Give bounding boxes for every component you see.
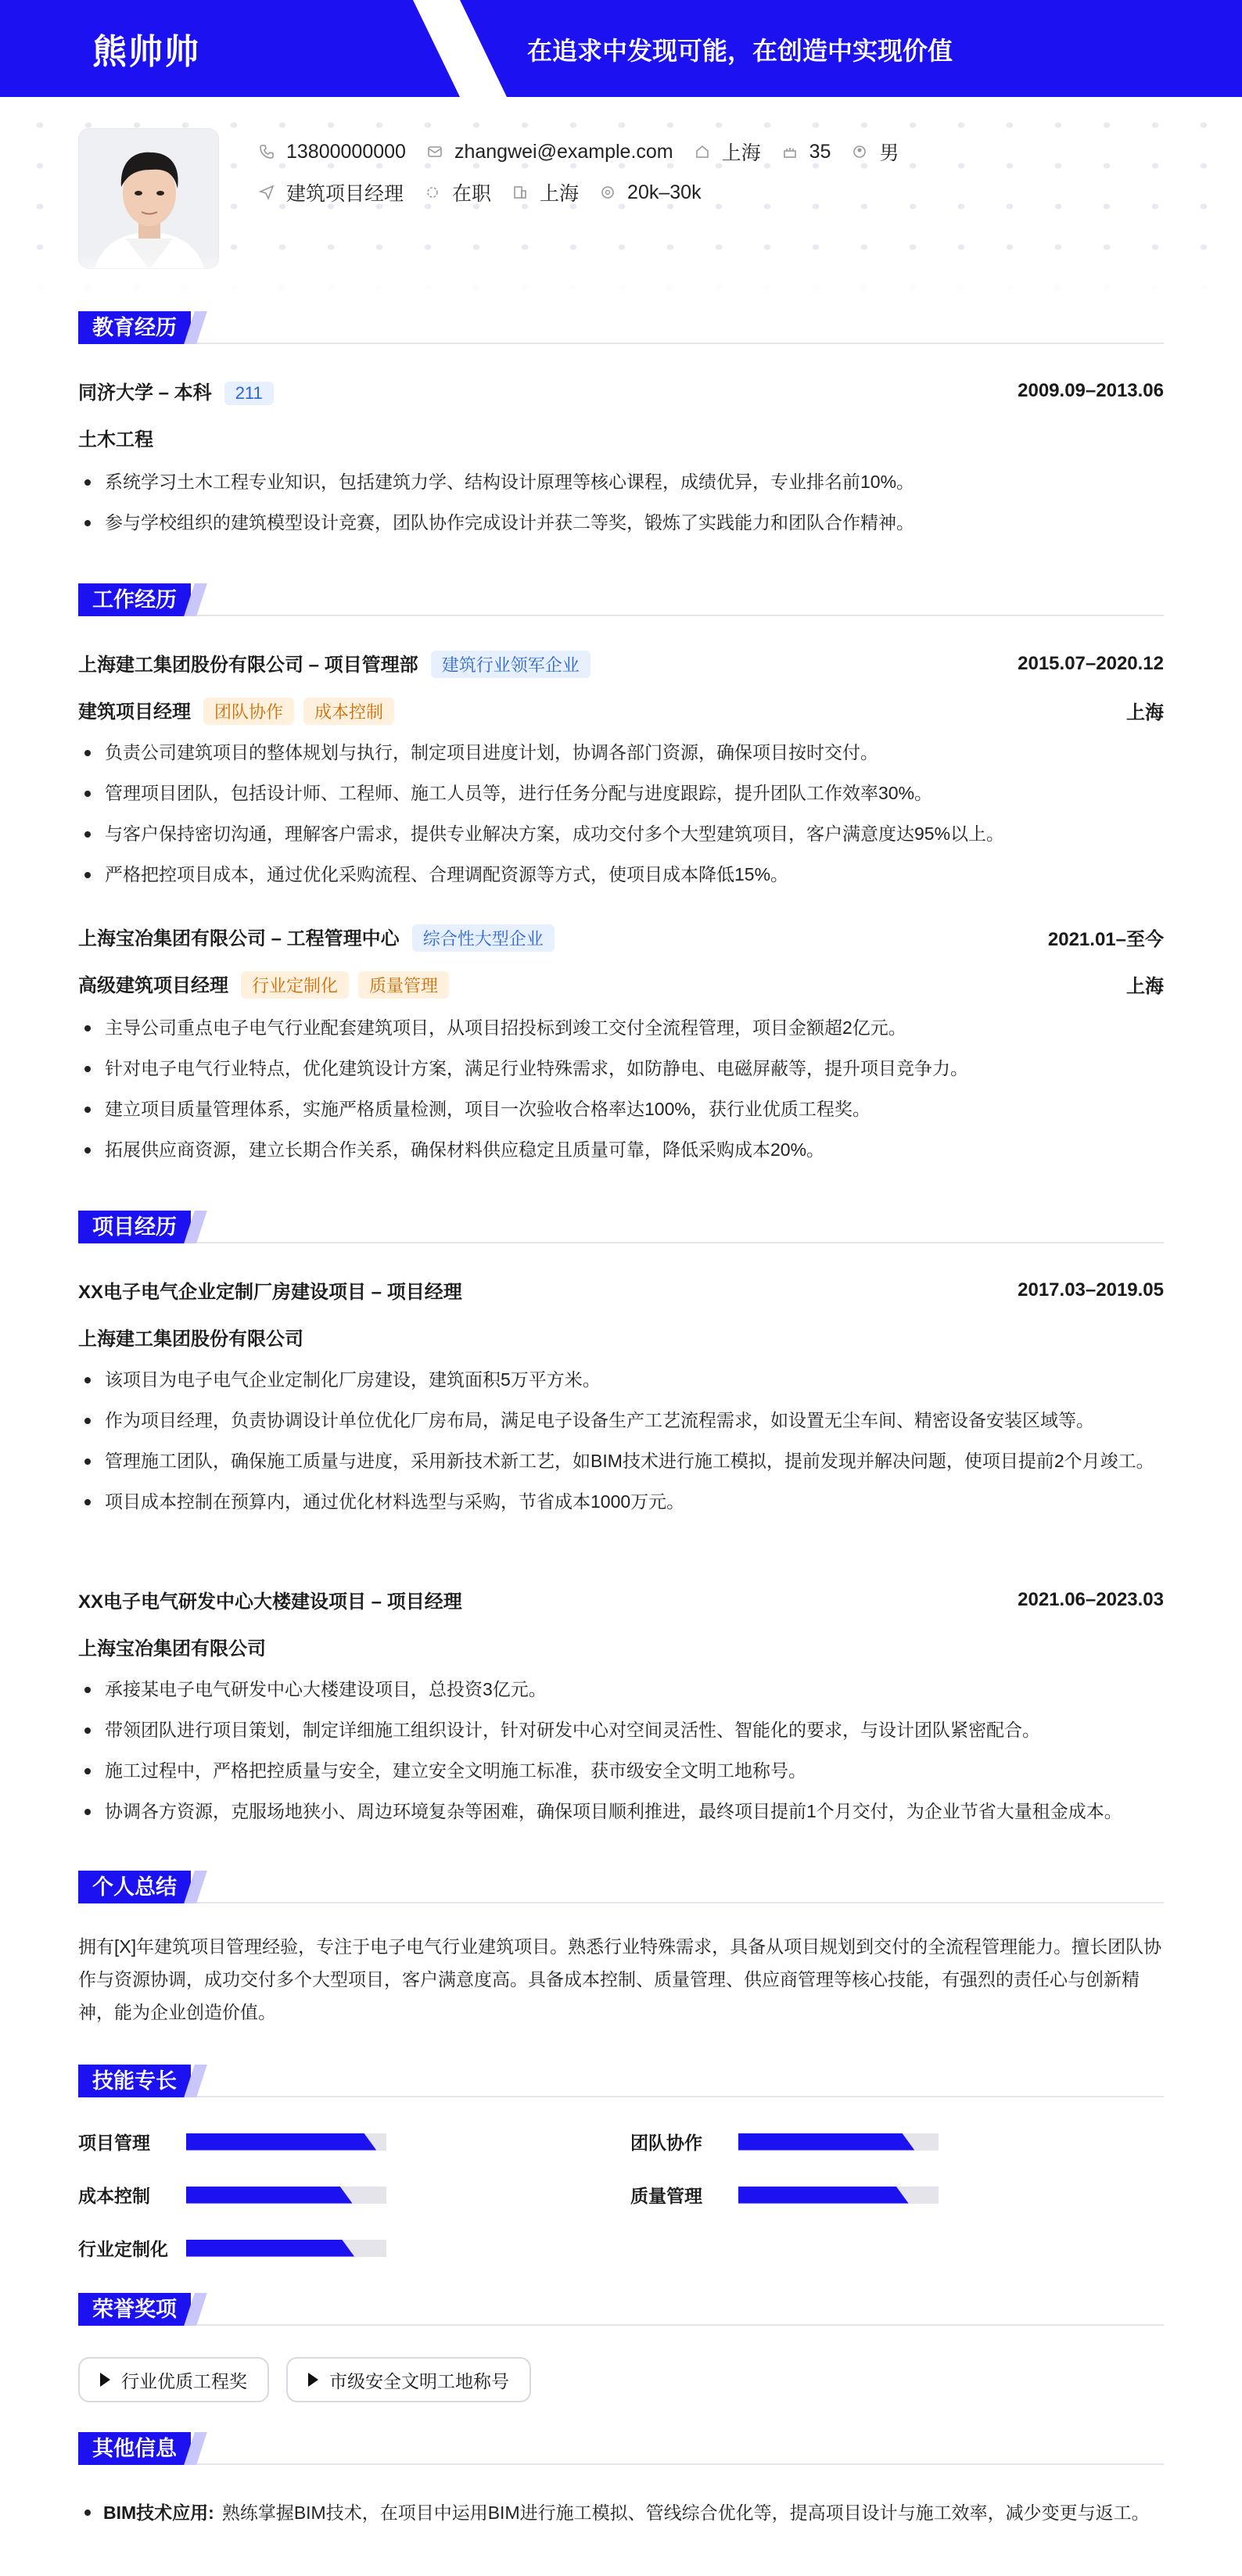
candidate-name: 熊帅帅	[92, 33, 200, 71]
project-period: 2021.06–2023.03	[1018, 1588, 1164, 1610]
job-period: 2015.07–2020.12	[1018, 652, 1164, 674]
list-item: 拓展供应商资源，建立长期合作关系，确保材料供应稳定且质量可靠，降低采购成本20%。	[78, 1136, 1164, 1164]
salary-value: 20k–30k	[627, 181, 702, 203]
skill-bar-fill	[186, 2133, 376, 2151]
award-badge	[78, 2357, 269, 2402]
gender-value: 男	[879, 142, 899, 164]
major: 土木工程	[78, 429, 153, 450]
section-title-summary: 个人总结	[78, 1871, 1164, 1903]
project-bullets	[78, 1365, 1164, 1528]
job-bullets	[78, 738, 1164, 901]
skill-item	[78, 2182, 386, 2208]
job-role: 高级建筑项目经理	[78, 975, 228, 996]
list-item: 带领团队进行项目策划，制定详细施工组织设计，针对研发中心对空间灵活性、智能化的要求，与设计团队紧密配合。	[78, 1716, 1164, 1744]
other-section	[78, 2432, 1164, 2573]
list-item: 严格把控项目成本，通过优化采购流程、合理调配资源等方式，使项目成本降低15%。	[78, 860, 1164, 888]
skill-bar	[186, 2187, 386, 2204]
education-section	[78, 311, 1164, 546]
slogan: 在追求中发现可能，在创造中实现价值	[527, 37, 953, 65]
job-role: 建筑项目经理	[78, 701, 191, 723]
project-org: 上海建工集团股份有限公司	[78, 1329, 303, 1350]
projects-section	[78, 1211, 1164, 1836]
project-period: 2017.03–2019.05	[1018, 1279, 1164, 1301]
summary-text: 拥有[X]年建筑项目管理经验，专注于电子电气行业建筑项目。熟悉行业特殊需求，具备从项目规划到交付的全流程管理能力。擅长团队协作与资源协调，成功交付多个大型项目，客户满意度高。具备成本控制、质量管理、供应商管理等核心技能，有强烈的责任心与创新精神，能为企业创造价值。	[78, 1936, 1162, 2022]
skill-bar	[738, 2187, 939, 2204]
school-tag: 211	[224, 382, 274, 405]
job-city: 上海	[1126, 976, 1164, 997]
list-item: 主导公司重点电子电气行业配套建筑项目，从项目招投标到竣工交付全流程管理，项目金额超2亿元。	[78, 1014, 1164, 1042]
other-label: BIM技术应用:	[103, 2502, 214, 2523]
skill-bar	[186, 2240, 386, 2257]
status-icon	[424, 184, 441, 201]
list-item: 承接某电子电气研发中心大楼建设项目，总投资3亿元。	[78, 1675, 1164, 1703]
other-item	[78, 2496, 1164, 2529]
skill-item	[630, 2182, 939, 2208]
work-section	[78, 583, 1164, 1178]
building-icon	[512, 184, 529, 201]
list-item: 与客户保持密切沟通，理解客户需求，提供专业解决方案，成功交付多个大型建筑项目，客户满意度达95%以上。	[78, 820, 1164, 848]
list-item: 协调各方资源，克服场地狭小、周边环境复杂等困难，确保项目顺利推进，最终项目提前1个月交付，为企业节省大量租金成本。	[78, 1797, 1164, 1825]
summary-section	[78, 1871, 1164, 2043]
skill-tag: 团队协作	[203, 698, 294, 725]
skill-bar	[186, 2133, 386, 2151]
skill-bar-fill	[738, 2133, 914, 2151]
list-item: 建立项目质量管理体系，实施严格质量检测，项目一次验收合格率达100%，获行业优质工程奖。	[78, 1095, 1164, 1123]
skills-section	[78, 2065, 1164, 2276]
section-title-projects: 项目经历	[78, 1211, 1164, 1243]
company-name: 上海宝冶集团有限公司 – 工程管理中心	[78, 928, 400, 949]
phone-value: 13800000000	[286, 140, 406, 163]
skill-item	[78, 2129, 386, 2154]
skill-bar-fill	[186, 2187, 352, 2204]
skill-bar-fill	[186, 2240, 354, 2257]
skill-item	[630, 2129, 939, 2154]
city-value: 上海	[721, 142, 761, 164]
contact-row-1	[258, 138, 919, 166]
avatar	[78, 128, 219, 269]
contact-row-2	[258, 178, 722, 206]
skill-bar-fill	[738, 2187, 909, 2204]
job-period: 2021.01–至今	[1047, 929, 1164, 950]
phone-icon	[258, 143, 275, 160]
award-name: 市级安全文明工地称号	[329, 2370, 509, 2391]
section-title-awards: 荣誉奖项	[78, 2293, 1164, 2326]
profile-section	[0, 97, 1242, 292]
awards-section	[78, 2293, 1164, 2410]
list-item: 系统学习土木工程专业知识，包括建筑力学、结构设计原理等核心课程，成绩优异，专业排名前10%。	[78, 468, 1164, 496]
status-value: 在职	[452, 183, 492, 205]
salary-icon	[599, 184, 616, 201]
job-city: 上海	[1126, 702, 1164, 723]
section-title-other: 其他信息	[78, 2432, 1164, 2465]
list-item: 负责公司建筑项目的整体规划与执行，制定项目进度计划，协调各部门资源，确保项目按时交付。	[78, 738, 1164, 766]
play-icon	[308, 2373, 318, 2387]
resume-header	[0, 0, 1242, 97]
skill-bar	[738, 2133, 939, 2151]
age-value: 35	[809, 140, 831, 163]
project-name: XX电子电气企业定制厂房建设项目 – 项目经理	[78, 1282, 462, 1303]
school-name: 同济大学 – 本科	[78, 382, 212, 404]
section-title-work: 工作经历	[78, 583, 1164, 616]
skill-tag: 质量管理	[358, 971, 449, 999]
project-org: 上海宝冶集团有限公司	[78, 1638, 266, 1659]
skill-item	[78, 2235, 386, 2261]
skill-name: 行业定制化	[78, 2239, 168, 2259]
award-name: 行业优质工程奖	[121, 2370, 247, 2391]
list-item: 管理项目团队，包括设计师、工程师、施工人员等，进行任务分配与进度跟踪，提升团队工作效率30%。	[78, 779, 1164, 807]
age-icon	[781, 143, 799, 160]
company-name: 上海建工集团股份有限公司 – 项目管理部	[78, 655, 418, 676]
job-bullets	[78, 1014, 1164, 1176]
list-item: 该项目为电子电气企业定制化厂房建设，建筑面积5万平方米。	[78, 1365, 1164, 1394]
list-item: 参与学校组织的建筑模型设计竞赛，团队协作完成设计并获二等奖，锻炼了实践能力和团队合作精神。	[78, 508, 1164, 536]
position-value: 建筑项目经理	[286, 183, 404, 205]
email-value: zhangwei@example.com	[454, 140, 673, 163]
skill-name: 项目管理	[78, 2133, 150, 2153]
award-badge	[286, 2357, 531, 2402]
company-tag: 建筑行业领军企业	[431, 651, 590, 678]
gender-icon	[851, 143, 868, 160]
skill-name: 团队协作	[630, 2133, 702, 2153]
list-item: 针对电子电气行业特点，优化建筑设计方案，满足行业特殊需求，如防静电、电磁屏蔽等，提升项目竞争力。	[78, 1054, 1164, 1082]
section-title-education: 教育经历	[78, 311, 1164, 344]
skill-tag: 行业定制化	[241, 971, 349, 999]
play-icon	[100, 2373, 110, 2387]
education-bullets	[78, 468, 1164, 549]
work-city-value: 上海	[540, 183, 580, 205]
skill-name: 质量管理	[630, 2186, 702, 2206]
send-icon	[258, 184, 275, 201]
section-title-skills: 技能专长	[78, 2065, 1164, 2097]
skill-name: 成本控制	[78, 2186, 150, 2206]
education-period: 2009.09–2013.06	[1018, 380, 1164, 401]
project-bullets	[78, 1675, 1164, 1838]
company-tag: 综合性大型企业	[412, 924, 555, 952]
list-item: 作为项目经理，负责协调设计单位优化厂房布局，满足电子设备生产工艺流程需求，如设置无尘车间、精密设备安装区域等。	[78, 1406, 1164, 1434]
skill-tag: 成本控制	[303, 698, 394, 725]
list-item: 项目成本控制在预算内，通过优化材料选型与采购，节省成本1000万元。	[78, 1487, 1164, 1516]
other-text: 熟练掌握BIM技术，在项目中运用BIM进行施工模拟、管线综合优化等，提高项目设计与施工效率，减少变更与返工。	[221, 2502, 1150, 2523]
home-icon	[694, 143, 711, 160]
project-name: XX电子电气研发中心大楼建设项目 – 项目经理	[78, 1591, 462, 1613]
list-item: 管理施工团队，确保施工质量与进度，采用新技术新工艺，如BIM技术进行施工模拟，提前发现并解决问题，使项目提前2个月竣工。	[78, 1447, 1164, 1475]
email-icon	[426, 143, 443, 160]
list-item: 施工过程中，严格把控质量与安全，建立安全文明施工标准，获市级安全文明工地称号。	[78, 1756, 1164, 1785]
